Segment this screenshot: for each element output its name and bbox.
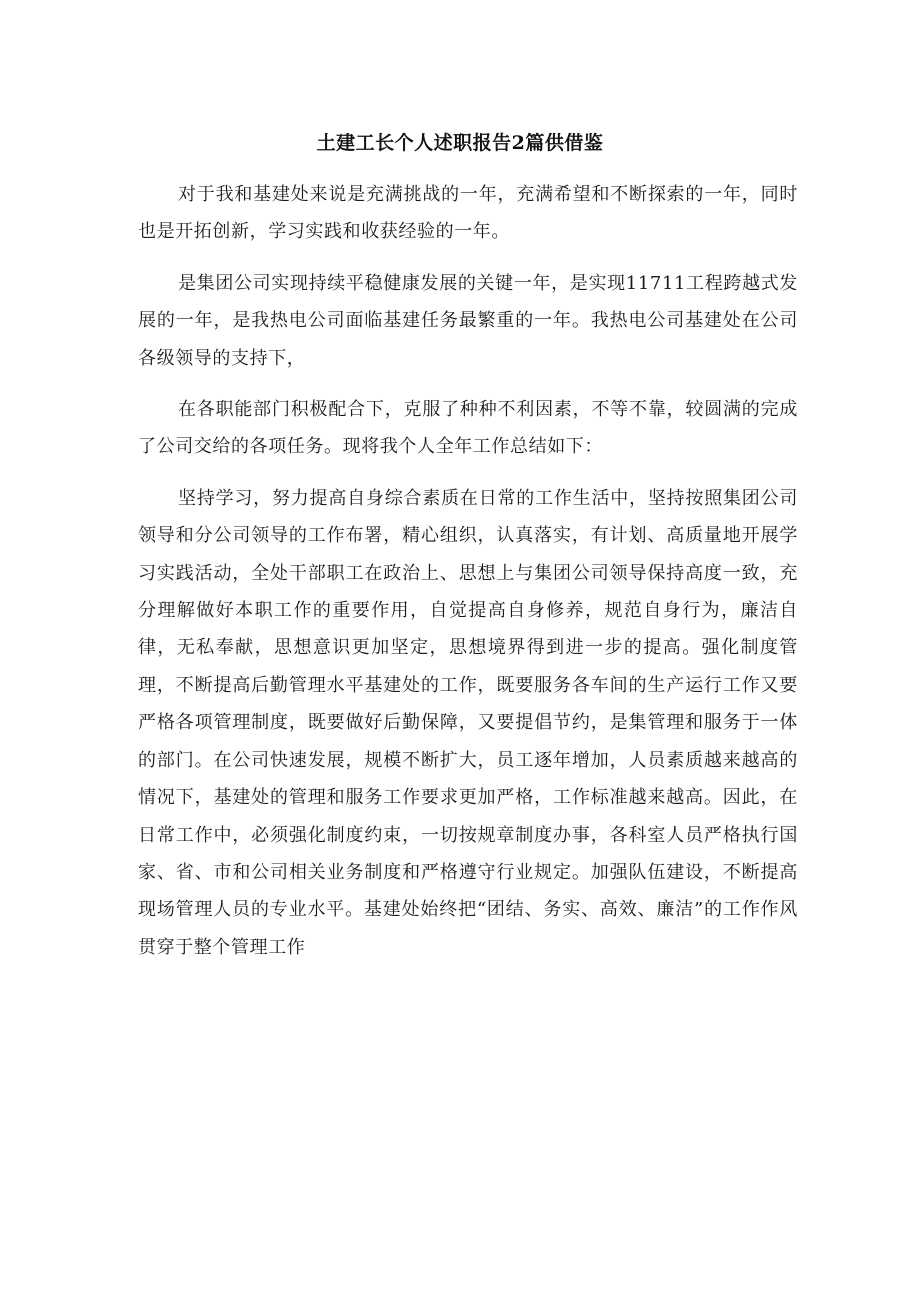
paragraph-1: 对于我和基建处来说是充满挑战的一年，充满希望和不断探索的一年，同时也是开拓创新，学习实践和收获经验的一年。: [138, 184, 798, 243]
document-title: 土建工长个人述职报告2篇供借鉴: [316, 132, 604, 154]
paragraph-2: 是集团公司实现持续平稳健康发展的关键一年，是实现11711工程跨越式发展的一年，是我热电公司面临基建任务最繁重的一年。我热电公司基建处在公司各级领导的支持下，: [138, 272, 798, 369]
paragraph-3: 在各职能部门积极配合下，克服了种种不利因素，不等不靠，较圆满的完成了公司交给的各项任务。现将我个人全年工作总结如下：: [138, 399, 798, 458]
document-body: [138, 176, 798, 980]
paragraph-4: 坚持学习，努力提高自身综合素质在日常的工作生活中，坚持按照集团公司领导和分公司领导的工作布署，精心组织，认真落实，有计划、高质量地开展学习实践活动，全处干部职工在政治上、思想上与集团公司领导保持高度一致，充分理解做好本职工作的重要作用，自觉提高自身修养，规范自身行为，廉洁自律，无私奉献，思想意识更加坚定，思想境界得到进一步的提高。强化制度管理，不断提高后勤管理水平基建处的工作，既要服务各车间的生产运行工作又要严格各项管理制度，既要做好后勤保障，又要提倡节约，是集管理和服务于一体的部门。在公司快速发展，规模不断扩大，员工逐年增加，人员素质越来越高的情况下，基建处的管理和服务工作要求更加严格，工作标准越来越高。因此，在日常工作中，必须强化制度约束，一切按规章制度办事，各科室人员严格执行国家、省、市和公司相关业务制度和严格遵守行业规定。加强队伍建设，不断提高现场管理人员的专业水平。基建处始终把“团结、务实、高效、廉洁”的工作作风贯穿于整个管理工作: [138, 487, 798, 958]
